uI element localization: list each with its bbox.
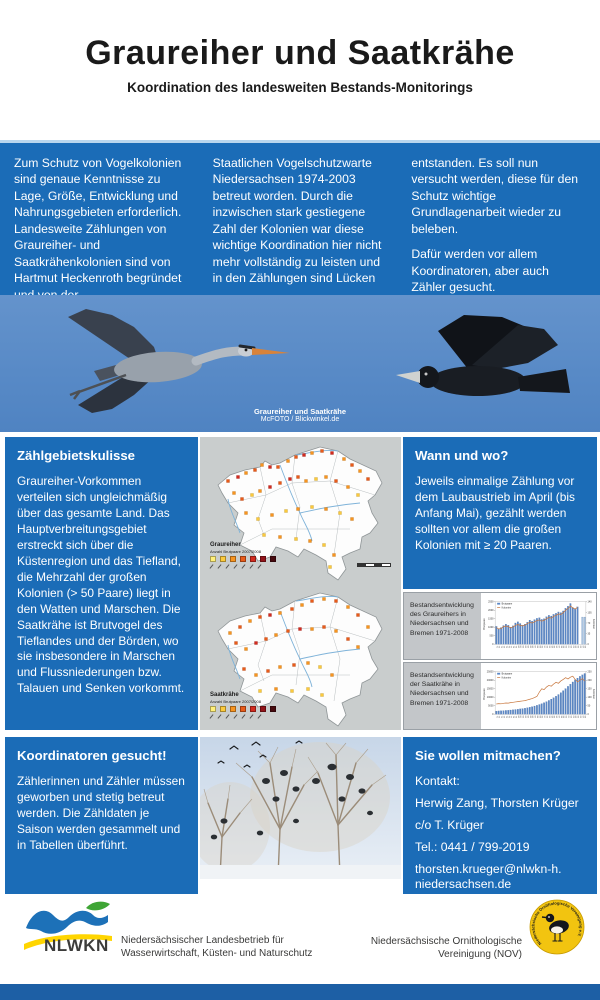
nov-name-line2: Vereinigung (NOV) bbox=[438, 948, 522, 960]
svg-text:81: 81 bbox=[519, 715, 522, 718]
legend-swatch bbox=[210, 706, 216, 712]
chart-panel-graureiher bbox=[403, 592, 597, 660]
svg-text:1500: 1500 bbox=[488, 617, 494, 621]
svg-text:79: 79 bbox=[514, 715, 517, 718]
svg-text:81: 81 bbox=[519, 645, 522, 648]
svg-text:20000: 20000 bbox=[486, 679, 494, 683]
map-legend-title: Saatkrähe bbox=[210, 692, 239, 698]
map-legend-graureiher bbox=[210, 542, 276, 569]
section-body: Graureiher-Vorkommen verteilen sich ungleichmäßig über das gesamte Land. Das Hauptverbreitungsgebiet erstreckt sich über die Küstenregion und das Tiefland, die Mehrzahl der großen Kolonien (> 50 Paare) liegt in den Watten und Marschen. Die Saatkrähe ist Brutvogel des Tieflandes und der Börden, wo sie insbesondere in Marschen und Flussniederungen bzw. Talauen und Senken vorkommt. bbox=[17, 474, 185, 696]
footer-bar bbox=[0, 984, 600, 1000]
svg-text:87: 87 bbox=[533, 645, 536, 648]
svg-text:Kolonien: Kolonien bbox=[501, 676, 512, 680]
nlwkn-wave bbox=[26, 911, 108, 934]
svg-text:04: 04 bbox=[574, 715, 577, 718]
svg-text:35: 35 bbox=[587, 632, 591, 636]
svg-text:98: 98 bbox=[559, 645, 562, 648]
svg-text:83: 83 bbox=[523, 645, 526, 648]
section-heading: Zählgebietskulisse bbox=[17, 448, 135, 463]
nlwkn-name-line1: Niedersächsischer Landesbetrieb für bbox=[121, 935, 284, 946]
svg-text:05: 05 bbox=[576, 645, 579, 648]
legend-swatch bbox=[240, 556, 246, 562]
contact-email-line2: niedersachsen.de bbox=[415, 877, 512, 892]
svg-text:00: 00 bbox=[564, 715, 567, 718]
page-title: Graureiher und Saatkrähe bbox=[85, 34, 515, 72]
svg-text:91: 91 bbox=[543, 715, 546, 718]
svg-text:00: 00 bbox=[564, 645, 567, 648]
svg-text:Brutpaare: Brutpaare bbox=[501, 672, 513, 676]
svg-text:100: 100 bbox=[587, 696, 592, 700]
svg-text:50: 50 bbox=[587, 704, 591, 708]
legend-swatch bbox=[250, 556, 256, 562]
svg-text:85: 85 bbox=[528, 715, 531, 718]
nov-logo bbox=[529, 899, 585, 955]
map-graureiher bbox=[200, 437, 401, 583]
svg-text:99: 99 bbox=[562, 715, 565, 718]
legend-swatch bbox=[260, 556, 266, 562]
svg-text:71: 71 bbox=[495, 645, 498, 648]
svg-text:Kolonien: Kolonien bbox=[591, 618, 595, 630]
svg-text:73: 73 bbox=[500, 645, 503, 648]
nov-name bbox=[300, 936, 522, 961]
svg-text:89: 89 bbox=[538, 715, 541, 718]
intro-column-3-paragraph-1: entstanden. Es soll nun versucht werden, diese für den Schutz wichtige Grundlagenarbeit wieder zu beleben. bbox=[411, 156, 578, 236]
contact-phone: Tel.: 0441 / 799-2019 bbox=[415, 840, 530, 855]
nov-ring-text: Niedersächsische Ornithologische Vereinigung e.V. bbox=[530, 900, 584, 947]
svg-text:93: 93 bbox=[547, 715, 550, 718]
svg-text:75: 75 bbox=[504, 715, 507, 718]
intro-column-2: Staatlichen Vogelschutzwarte Niedersachsen 1974-2003 betreut worden. Durch die inzwischen stark gestiegene Zahl der Kolonien war diese wichtige Koordination hier nicht mehr vollständig zu leisten und in den Zählungen sind Lücken bbox=[212, 156, 382, 286]
section-heading: Sie wollen mitmachen? bbox=[415, 748, 561, 763]
intro-column-1: Zum Schutz von Vogelkolonien sind genaue Kenntnisse zu Lage, Größe, Entwicklung und Nahrungsgebieten erforderlich. Landesweite Zählungen von Graureiher- und Saatkrähenkolonien sind von Hartmut Heckenroth begründet bbox=[14, 156, 182, 286]
photo-caption-credit: McFOTO / Blickwinkel.de bbox=[260, 416, 340, 424]
nlwkn-acronym: NLWKN bbox=[44, 936, 109, 955]
svg-text:95: 95 bbox=[552, 715, 555, 718]
svg-text:79: 79 bbox=[514, 645, 517, 648]
legend-swatch bbox=[270, 706, 276, 712]
svg-text:105: 105 bbox=[587, 611, 592, 615]
svg-text:84: 84 bbox=[526, 645, 529, 648]
chart-saatkraehe bbox=[481, 663, 596, 729]
svg-text:08: 08 bbox=[583, 645, 586, 648]
svg-text:80: 80 bbox=[516, 645, 519, 648]
svg-text:07: 07 bbox=[581, 645, 584, 648]
svg-text:03: 03 bbox=[571, 715, 574, 718]
map-legend-swatches bbox=[210, 706, 276, 712]
contact-label: Kontakt: bbox=[415, 774, 460, 788]
svg-text:72: 72 bbox=[497, 645, 500, 648]
svg-text:93: 93 bbox=[547, 645, 550, 648]
rook-colony-photo bbox=[200, 737, 401, 879]
svg-text:25000: 25000 bbox=[486, 670, 494, 674]
map-legend-ticks bbox=[210, 714, 276, 719]
svg-text:05: 05 bbox=[576, 715, 579, 718]
svg-text:82: 82 bbox=[521, 715, 524, 718]
svg-text:90: 90 bbox=[540, 645, 543, 648]
contact-co: c/o T. Krüger bbox=[415, 818, 484, 833]
section-body: Jeweils einmalige Zählung vor dem Laubaustrieb im April (bis Anfang Mai), gezählt werden sollten vor allem die großen Kolonien mit ≥ 20 Paaren. bbox=[415, 474, 575, 552]
svg-text:99: 99 bbox=[562, 645, 565, 648]
nov-name-line1: Niedersächsische Ornithologische bbox=[370, 936, 522, 947]
svg-text:85: 85 bbox=[528, 645, 531, 648]
legend-swatch bbox=[260, 706, 266, 712]
svg-text:07: 07 bbox=[581, 715, 584, 718]
legend-swatch bbox=[250, 706, 256, 712]
svg-text:01: 01 bbox=[566, 645, 569, 648]
contact-email-line1: thorsten.krueger@nlwkn-h. bbox=[415, 862, 562, 877]
svg-text:06: 06 bbox=[578, 645, 581, 648]
intro-column-3-paragraph-2: Dafür werden vor allem Koordinatoren, aber auch Zähler gesucht. bbox=[411, 247, 549, 295]
map-legend-subtitle: Anzahl Brutpaare 2007/2008 bbox=[210, 699, 261, 704]
svg-text:74: 74 bbox=[502, 715, 505, 718]
svg-text:01: 01 bbox=[566, 715, 569, 718]
svg-text:76: 76 bbox=[507, 715, 510, 718]
section-heading: Wann und wo? bbox=[415, 448, 509, 463]
chart-panel-saatkraehe bbox=[403, 662, 597, 730]
svg-text:78: 78 bbox=[512, 645, 515, 648]
svg-text:150: 150 bbox=[587, 687, 592, 691]
svg-text:Brutpaare: Brutpaare bbox=[483, 618, 487, 630]
svg-text:2000: 2000 bbox=[488, 609, 494, 613]
svg-text:72: 72 bbox=[497, 715, 500, 718]
birds-photo-strip bbox=[0, 295, 600, 432]
svg-text:92: 92 bbox=[545, 715, 548, 718]
svg-text:91: 91 bbox=[543, 645, 546, 648]
svg-text:0: 0 bbox=[492, 643, 494, 647]
svg-text:97: 97 bbox=[557, 645, 560, 648]
svg-text:02: 02 bbox=[569, 715, 572, 718]
svg-text:140: 140 bbox=[587, 600, 592, 604]
svg-text:Brutpaare: Brutpaare bbox=[501, 602, 513, 606]
svg-text:95: 95 bbox=[552, 645, 555, 648]
map-legend-title: Graureiher bbox=[210, 542, 241, 548]
contact-names: Herwig Zang, Thorsten Krüger bbox=[415, 796, 579, 811]
intro-band bbox=[0, 143, 600, 295]
svg-text:80: 80 bbox=[516, 715, 519, 718]
map-legend-ticks bbox=[210, 564, 276, 569]
intro-column-3 bbox=[411, 155, 586, 295]
svg-text:78: 78 bbox=[512, 715, 515, 718]
svg-text:500: 500 bbox=[489, 634, 494, 638]
svg-text:02: 02 bbox=[569, 645, 572, 648]
legend-swatch bbox=[210, 556, 216, 562]
svg-text:15000: 15000 bbox=[486, 687, 494, 691]
chart-caption: Bestandsentwicklung der Saatkrähe in Niedersachsen und Bremen 1971-2008 bbox=[404, 663, 481, 729]
legend-swatch bbox=[220, 706, 226, 712]
svg-text:5000: 5000 bbox=[488, 704, 494, 708]
svg-text:88: 88 bbox=[535, 645, 538, 648]
photo-caption bbox=[0, 407, 600, 425]
legend-swatch bbox=[240, 706, 246, 712]
legend-swatch bbox=[220, 556, 226, 562]
page-subtitle: Koordination des landesweiten Bestands-Monitorings bbox=[127, 80, 473, 95]
distribution-maps-panel bbox=[200, 437, 401, 730]
svg-text:94: 94 bbox=[550, 645, 553, 648]
svg-text:89: 89 bbox=[538, 645, 541, 648]
svg-text:77: 77 bbox=[509, 645, 512, 648]
svg-text:1000: 1000 bbox=[488, 626, 494, 630]
section-body: Zählerinnen und Zähler müssen geworben und stetig betreut werden. Die Zähldaten je Saison werden gesammelt und in Tabellen überführt. bbox=[17, 774, 185, 852]
section-wann-und-wo bbox=[403, 437, 597, 589]
section-koordinatoren bbox=[5, 737, 198, 894]
map-saatkraehe bbox=[200, 583, 401, 729]
svg-text:10000: 10000 bbox=[486, 696, 494, 700]
svg-text:92: 92 bbox=[545, 645, 548, 648]
legend-swatch bbox=[270, 556, 276, 562]
svg-text:70: 70 bbox=[587, 621, 591, 625]
section-zaehlgebietskulisse bbox=[5, 437, 198, 730]
svg-text:96: 96 bbox=[555, 645, 558, 648]
map-legend-subtitle: Anzahl Brutpaare 2007/2008 bbox=[210, 549, 261, 554]
legend-swatch bbox=[230, 556, 236, 562]
svg-text:82: 82 bbox=[521, 645, 524, 648]
section-mitmachen bbox=[403, 737, 597, 894]
svg-text:98: 98 bbox=[559, 715, 562, 718]
svg-text:88: 88 bbox=[535, 715, 538, 718]
map-legend-swatches bbox=[210, 556, 276, 562]
nlwkn-leaf bbox=[86, 902, 110, 911]
svg-text:2500: 2500 bbox=[488, 600, 494, 604]
svg-text:Kolonien: Kolonien bbox=[591, 688, 595, 700]
svg-text:73: 73 bbox=[500, 715, 503, 718]
svg-text:94: 94 bbox=[550, 715, 553, 718]
svg-text:75: 75 bbox=[504, 645, 507, 648]
svg-text:96: 96 bbox=[555, 715, 558, 718]
svg-text:04: 04 bbox=[574, 645, 577, 648]
svg-text:Kolonien: Kolonien bbox=[501, 606, 512, 610]
svg-text:0: 0 bbox=[587, 643, 589, 647]
svg-text:76: 76 bbox=[507, 645, 510, 648]
svg-text:77: 77 bbox=[509, 715, 512, 718]
svg-text:Brutpaare: Brutpaare bbox=[483, 688, 487, 700]
svg-text:08: 08 bbox=[583, 715, 586, 718]
chart-graureiher bbox=[481, 593, 596, 659]
svg-text:86: 86 bbox=[531, 645, 534, 648]
svg-text:200: 200 bbox=[587, 679, 592, 683]
svg-text:90: 90 bbox=[540, 715, 543, 718]
legend-swatch bbox=[230, 706, 236, 712]
svg-text:97: 97 bbox=[557, 715, 560, 718]
chart-caption: Bestandsentwicklung des Graureihers in Niedersachsen und Bremen 1971-2008 bbox=[404, 593, 481, 659]
map-scale-bar bbox=[357, 563, 391, 567]
svg-text:71: 71 bbox=[495, 715, 498, 718]
nlwkn-name-line2: Wasserwirtschaft, Küsten- und Naturschutz bbox=[121, 947, 313, 959]
svg-text:84: 84 bbox=[526, 715, 529, 718]
svg-text:74: 74 bbox=[502, 645, 505, 648]
svg-text:86: 86 bbox=[531, 715, 534, 718]
svg-text:06: 06 bbox=[578, 715, 581, 718]
section-heading: Koordinatoren gesucht! bbox=[17, 748, 167, 763]
photo-caption-title: Graureiher und Saatkrähe bbox=[253, 406, 347, 416]
svg-text:87: 87 bbox=[533, 715, 536, 718]
svg-text:83: 83 bbox=[523, 715, 526, 718]
map-legend-saatkraehe bbox=[210, 692, 276, 719]
svg-text:03: 03 bbox=[571, 645, 574, 648]
svg-text:0: 0 bbox=[587, 713, 589, 717]
svg-text:250: 250 bbox=[587, 670, 592, 674]
nlwkn-name bbox=[121, 935, 312, 960]
svg-text:0: 0 bbox=[492, 713, 494, 717]
